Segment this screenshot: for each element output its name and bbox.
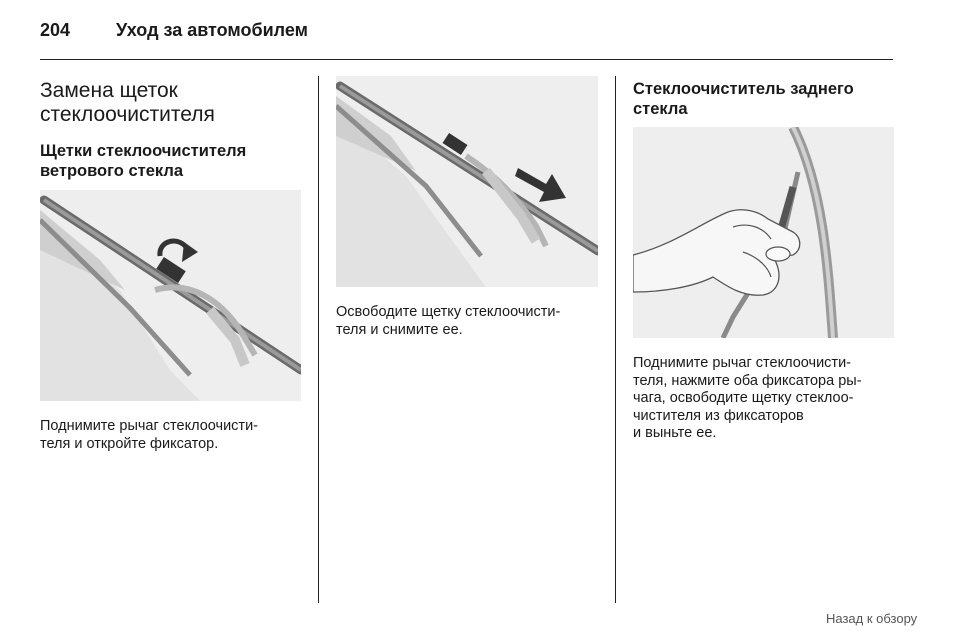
back-to-overview-link[interactable]: Назад к обзору — [826, 611, 918, 626]
column-divider-1 — [318, 76, 319, 603]
subsection-title-rear: Стеклоочиститель заднего стекла — [633, 80, 854, 118]
column-divider-2 — [615, 76, 616, 603]
wiper-blade-remove-illustration — [336, 76, 598, 287]
caption-step-1: Поднимите рычаг стеклоочисти- теля и откройте фиксатор. — [40, 418, 259, 452]
rear-wiper-hand-illustration — [633, 127, 894, 338]
caption-step-3: Поднимите рычаг стеклоочисти- теля, нажмите оба фиксатора ры- чага, освободите щетку стеклоо- чистителя из фиксаторов и выньте ее. — [633, 355, 862, 441]
section-title: Замена щеток стеклоочистителя — [40, 79, 215, 126]
wiper-lever-lift-illustration — [40, 190, 301, 401]
chapter-title: Уход за автомобилем — [116, 20, 308, 40]
header-divider — [40, 59, 893, 60]
caption-step-2: Освободите щетку стеклоочисти- теля и снимите ее. — [336, 304, 561, 338]
page-number: 204 — [40, 20, 71, 40]
subsection-title-windscreen: Щетки стеклоочистителя ветрового стекла — [40, 142, 247, 180]
